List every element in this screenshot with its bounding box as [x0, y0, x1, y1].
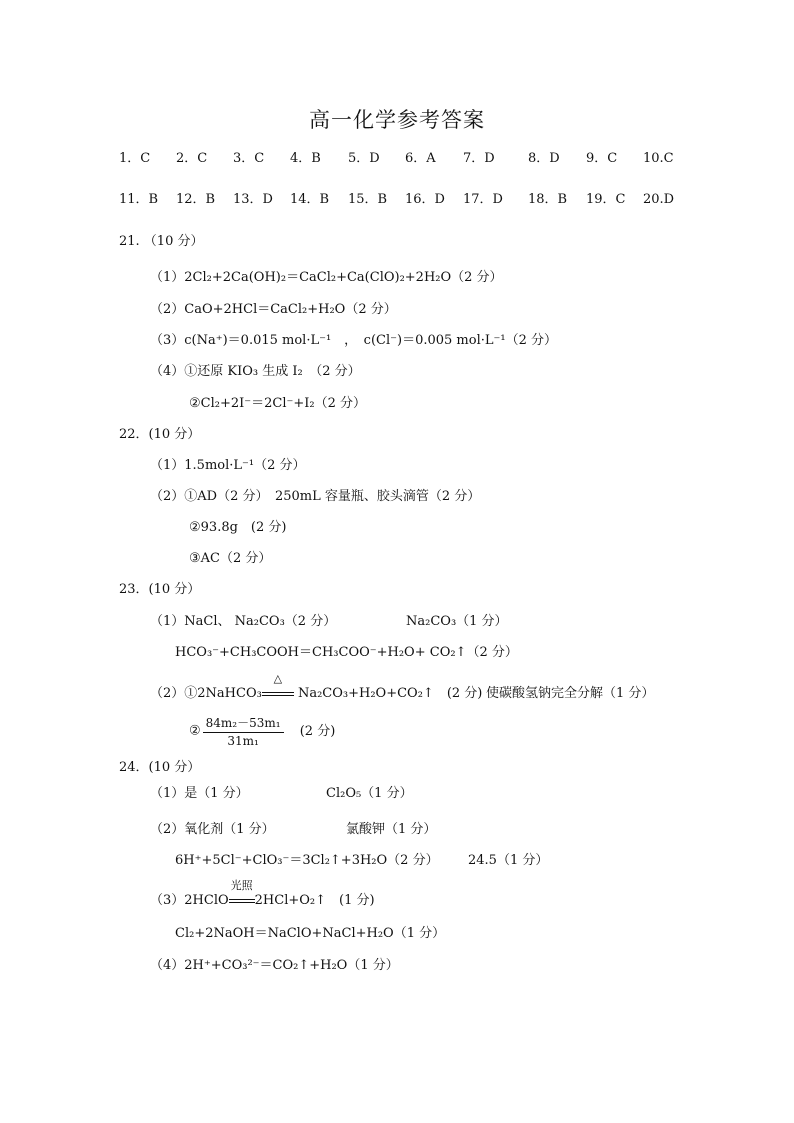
q21-header: 21. （10 分）: [119, 234, 204, 249]
q21-part-3: （3）c(Na⁺)＝0.015 mol·L⁻¹ ， c(Cl⁻)＝0.005 mol·L⁻¹（2 分）: [150, 333, 557, 348]
mc-answer: 15．B: [348, 192, 388, 207]
equation-left: （2）①2NaHCO₃: [150, 686, 262, 701]
mc-answer: 1．C: [119, 151, 151, 166]
q21-part-2: （2）CaO+2HCl＝CaCl₂+H₂O（2 分）: [150, 302, 397, 317]
item-marker: ②: [189, 723, 201, 739]
q23-part-1c: HCO₃⁻+CH₃COOH＝CH₃COO⁻+H₂O+ CO₂↑（2 分）: [175, 645, 518, 660]
q23-part-1a: （1）NaCl、 Na₂CO₃（2 分）: [150, 614, 337, 629]
delta-symbol: △: [273, 672, 283, 685]
q22-part-1: （1）1.5mol·L⁻¹（2 分）: [150, 458, 306, 473]
mc-answer: 8．D: [528, 151, 560, 166]
q23-part-1b: Na₂CO₃（1 分）: [406, 614, 508, 629]
equation-right: 2HCl+O₂↑ (1 分): [254, 893, 375, 908]
mc-answer: 16．D: [405, 192, 445, 207]
mc-answer: 11．B: [119, 192, 159, 207]
q24-part-2d: 24.5（1 分）: [468, 853, 549, 868]
q24-part-2c: 6H⁺+5Cl⁻+ClO₃⁻＝3Cl₂↑+3H₂O（2 分）: [175, 853, 439, 868]
q24-part-1b: Cl₂O₅（1 分）: [326, 786, 413, 801]
q24-part-2b: 氯酸钾（1 分）: [346, 822, 437, 837]
q21-part-4b: ②Cl₂+2I⁻＝2Cl⁻+I₂（2 分）: [189, 396, 367, 411]
q22-part-2c: ③AC（2 分）: [189, 551, 272, 566]
mc-answer: 12．B: [176, 192, 216, 207]
fraction-numerator: 84m₂－53m₁: [203, 714, 284, 733]
mc-answer: 7．D: [463, 151, 495, 166]
q23-part-2b: [189, 714, 335, 748]
equals-bar: [229, 899, 255, 903]
q24-part-4: （4）2H⁺+CO₃²⁻＝CO₂↑+H₂O（1 分）: [150, 958, 399, 973]
mc-answer: 2．C: [176, 151, 208, 166]
q23-part-2a: [150, 672, 483, 702]
mc-answer: 10.C: [643, 151, 674, 166]
mc-answer: 4．B: [290, 151, 321, 166]
mc-answer: 14．B: [290, 192, 330, 207]
mc-answer: 6．A: [405, 151, 436, 166]
mc-answer: 9．C: [586, 151, 618, 166]
q22-header: 22．(10 分）: [119, 427, 201, 442]
mc-answer: 18．B: [528, 192, 568, 207]
mc-answer: 13．D: [233, 192, 273, 207]
equation-left: （3）2HClO: [150, 893, 229, 908]
q24-part-3a: [150, 879, 375, 909]
heat-condition: [262, 672, 294, 702]
q22-part-2b: ②93.8g (2 分): [189, 520, 287, 535]
light-label: 光照: [230, 879, 253, 892]
q24-part-2a: （2）氧化剂（1 分）: [150, 822, 275, 837]
q23-part-2a-note: 使碳酸氢钠完全分解（1 分）: [486, 686, 655, 701]
mc-answer: 19．C: [586, 192, 626, 207]
score: (2 分): [299, 723, 336, 739]
q21-part-4a: （4）①还原 KIO₃ 生成 I₂ （2 分）: [150, 364, 361, 379]
mc-answer: 17．D: [463, 192, 503, 207]
mc-answer: 20.D: [643, 192, 675, 207]
equals-bar: [262, 692, 294, 696]
mc-answer: 5．D: [348, 151, 380, 166]
light-condition: [229, 879, 255, 909]
fraction: [203, 714, 284, 748]
q21-part-1: （1）2Cl₂+2Ca(OH)₂＝CaCl₂+Ca(ClO)₂+2H₂O（2 分）: [150, 270, 503, 285]
q24-header: 24．(10 分）: [119, 760, 201, 775]
equation-right: Na₂CO₃+H₂O+CO₂↑ (2 分): [293, 686, 483, 701]
fraction-denominator: 31m₁: [227, 734, 259, 748]
mc-answer: 3．C: [233, 151, 265, 166]
q24-part-3b: Cl₂+2NaOH＝NaClO+NaCl+H₂O（1 分）: [175, 926, 446, 941]
q23-header: 23．(10 分）: [119, 582, 201, 597]
q24-part-1a: （1）是（1 分）: [150, 786, 249, 801]
page-title: 高一化学参考答案: [309, 108, 485, 132]
q22-part-2a: （2）①AD（2 分） 250mL 容量瓶、胶头滴管（2 分）: [150, 489, 481, 504]
